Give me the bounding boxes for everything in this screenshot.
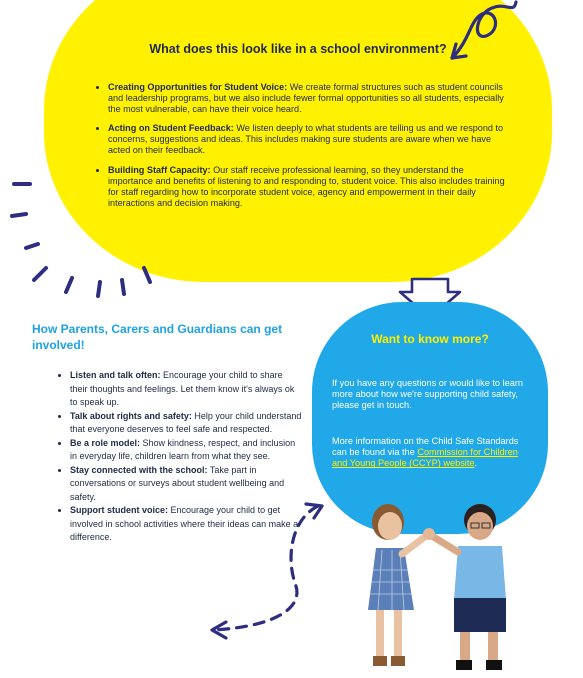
squiggle-icon	[452, 2, 516, 58]
know-more-title: Want to know more?	[371, 332, 489, 346]
item-heading: Stay connected with the school:	[70, 464, 208, 475]
list-item	[70, 437, 302, 464]
know-more-paragraph: If you have any questions or would like to learn more about how we're supporting child safety, please get in touch.	[332, 378, 524, 411]
item-text: We create formal structures such as student councils and leadership programs, but we also include fewer formal opportunities so all students, especially the most vulnerable, can have their voice heard.	[108, 82, 504, 115]
girl-figure	[368, 504, 426, 666]
item-heading: Support student voice:	[70, 505, 169, 515]
children-high-five-photo	[338, 470, 538, 678]
item-text: Show kindness, respect, and inclusion in everyday life, children learn from what they see.	[70, 437, 296, 461]
know-more-text: More information on the Child Safe Standards can be found via the	[332, 436, 519, 458]
parents-section-list	[54, 369, 302, 545]
item-heading: Listen and talk often:	[70, 370, 161, 380]
sunburst-dashes-icon	[12, 184, 150, 296]
parents-section-title: How Parents, Carers and Guardians can get involved!	[32, 322, 283, 352]
list-item	[70, 504, 302, 545]
ccyp-website-link[interactable]: Commission for Children and Young People (CCYP) website	[332, 447, 518, 469]
item-heading: Acting on Student Feedback:	[108, 123, 234, 134]
hands-icon	[423, 528, 435, 540]
know-more-text: .	[474, 458, 478, 469]
item-heading: Creating Opportunities for Student Voice:	[108, 82, 288, 92]
item-text: Take part in conversations or surveys about student wellbeing and safety.	[70, 464, 285, 502]
item-heading: Be a role model:	[70, 437, 141, 448]
item-text: Encourage your child to get involved in school activities where their ideas can make a difference.	[70, 505, 299, 542]
item-text: We listen deeply to what students are telling us and we respond to concerns, suggestions and ideas. This includes making sure students are aware when we have acted on their feedback.	[108, 123, 504, 156]
list-item	[70, 369, 302, 410]
item-text: Our staff receive professional learning, so they understand the importance and benefits of listening to and responding to, student voice. This also includes training for staff regarding how to incorporate student voice, agency and empowerment in their daily interactions and decision making.	[108, 164, 505, 208]
item-heading: Building Staff Capacity:	[108, 164, 211, 175]
list-item	[70, 410, 302, 437]
item-heading: Talk about rights and safety:	[70, 410, 192, 421]
item-text: Help your child understand that everyone deserves to feel safe and respected.	[70, 410, 302, 434]
school-section-title: What does this look like in a school environment?	[149, 42, 447, 56]
list-item	[70, 464, 302, 505]
know-more-paragraph	[332, 436, 530, 470]
boy-figure	[432, 504, 506, 670]
item-text: Encourage your child to share their thoughts and feelings. Let them know it's always ok to speak up.	[70, 370, 295, 407]
